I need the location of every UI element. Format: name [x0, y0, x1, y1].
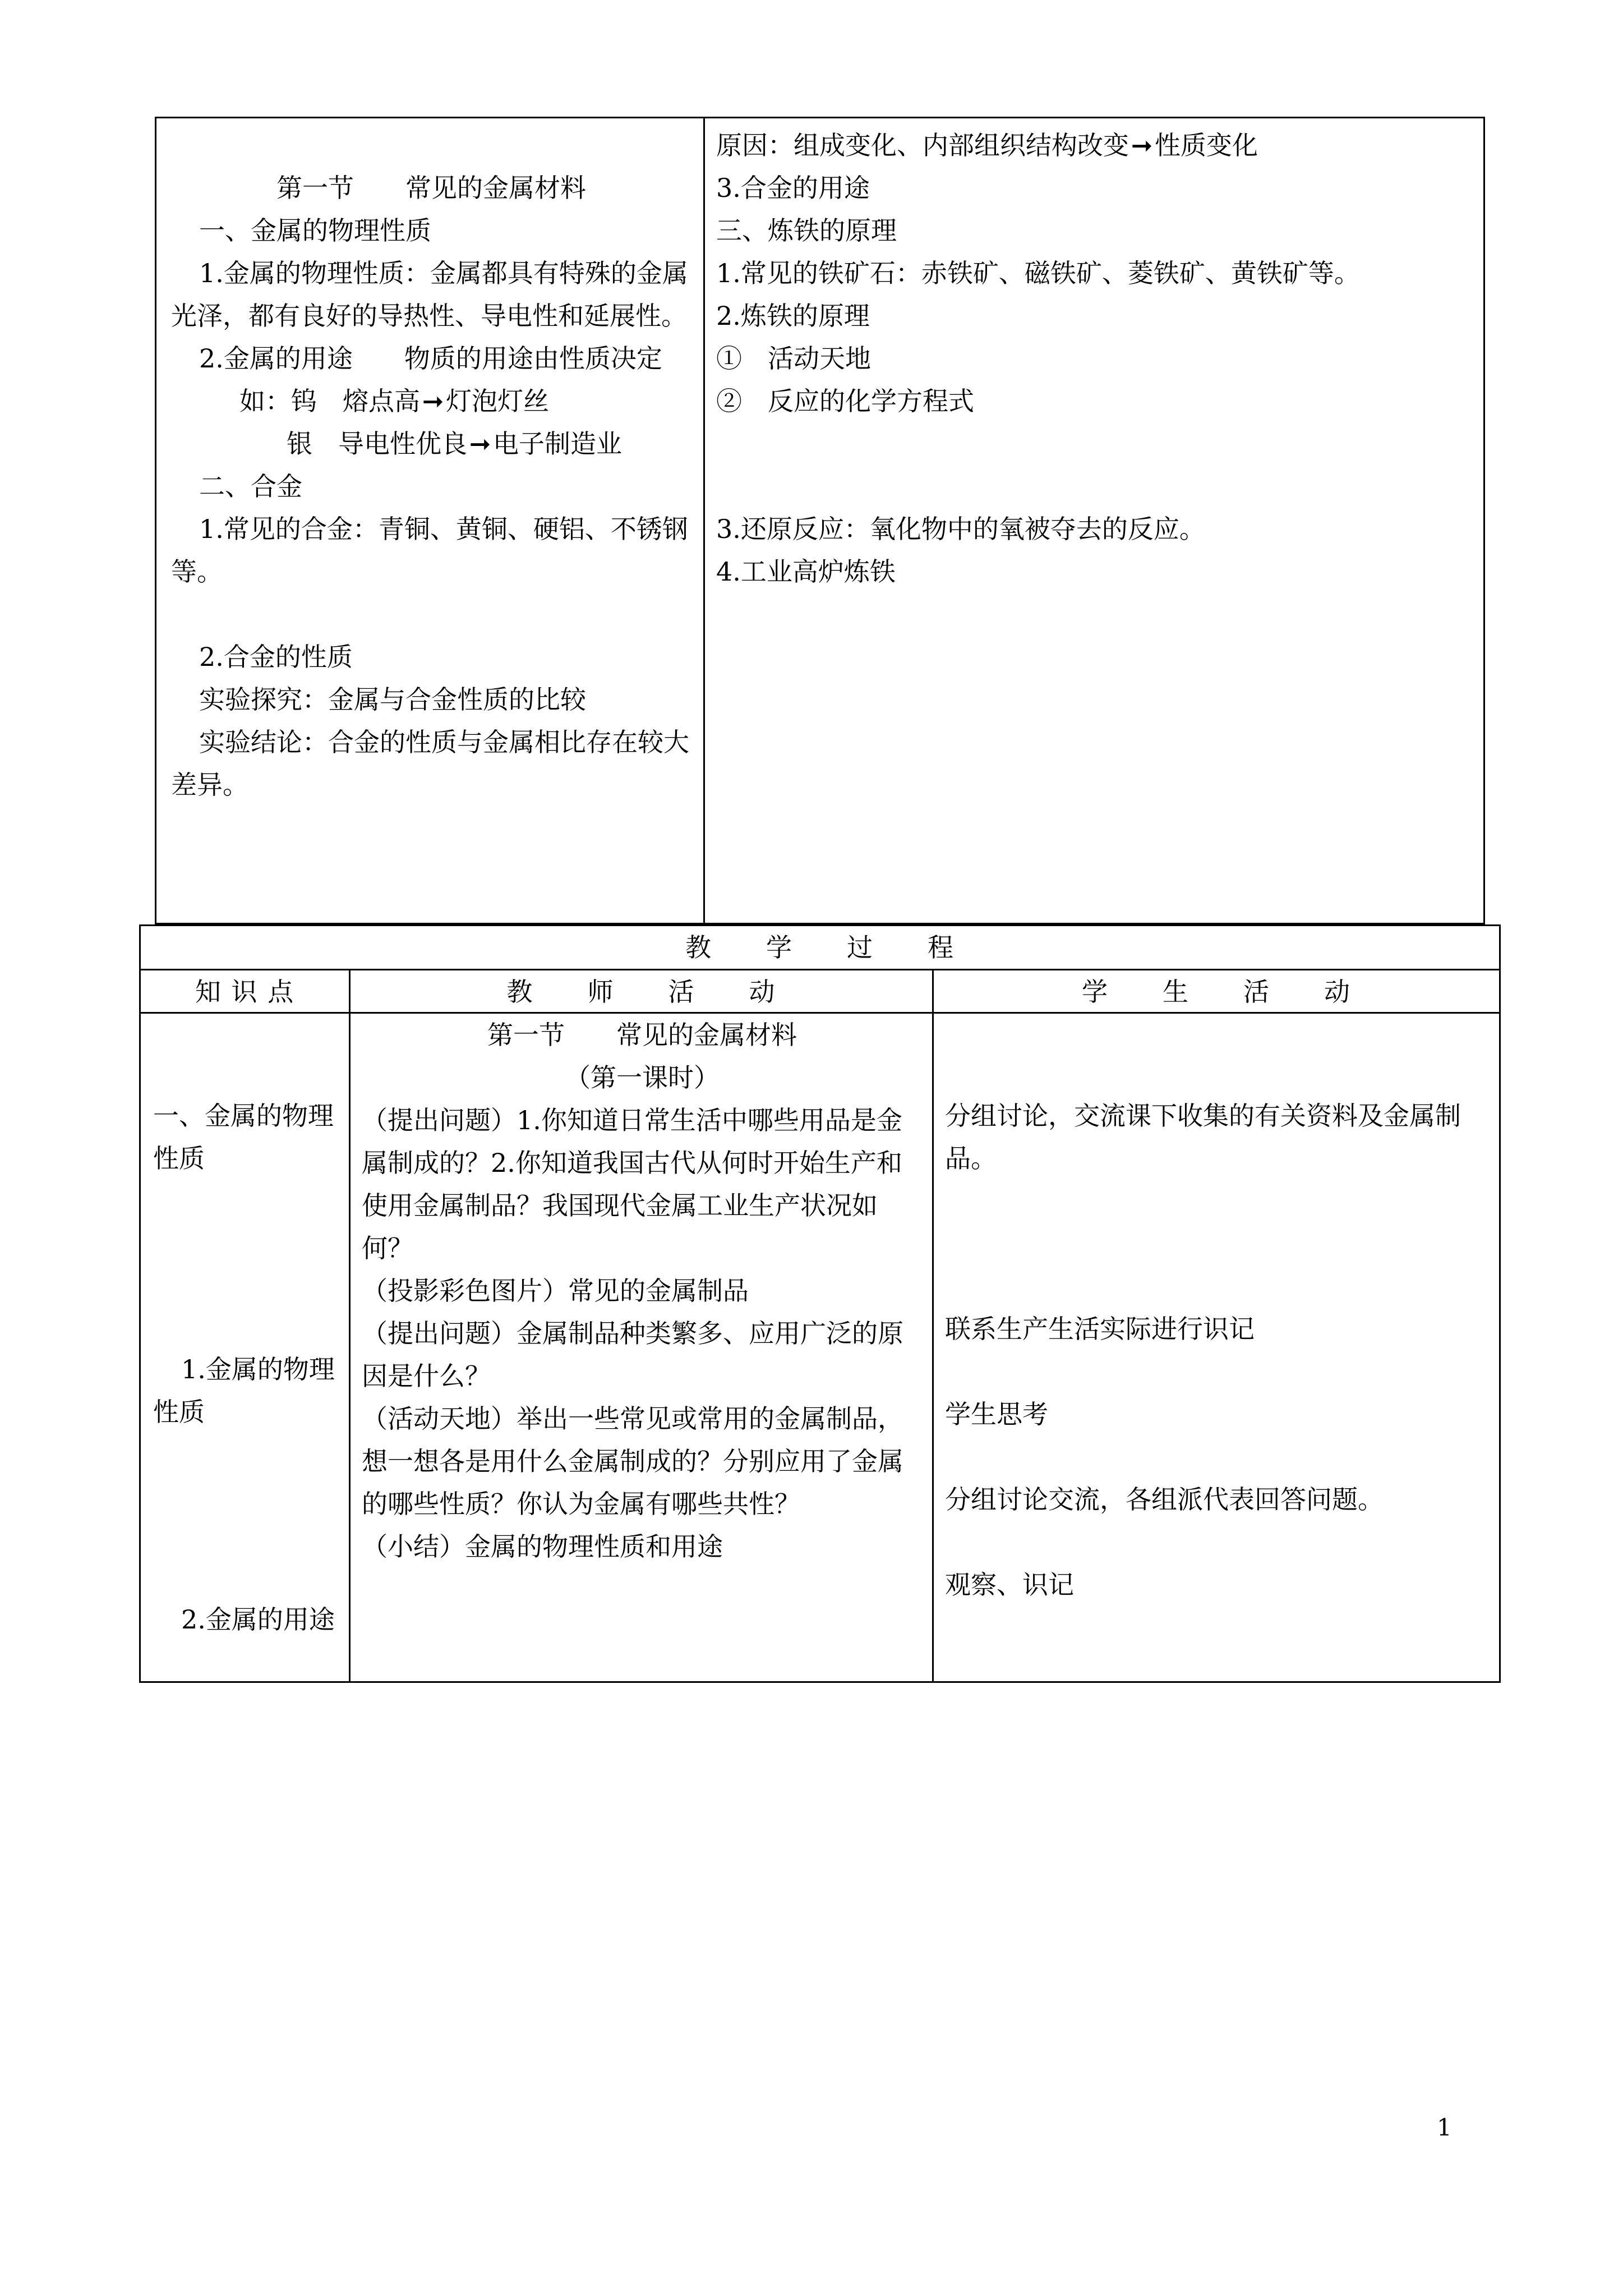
student-activity: 学生思考: [945, 1399, 1048, 1429]
lesson-title: 第一节 常见的金属材料: [487, 1020, 797, 1050]
knowledge-point: 一、金属的物理性质: [153, 1101, 334, 1174]
teaching-process-table: [139, 924, 1501, 1683]
heading-alloy: 二、合金: [199, 471, 302, 501]
teacher-activity: （活动天地）举出一些常见或常用的金属制品，想一想各是用什么金属制成的？分别应用了金属的哪些性质？你认为金属有哪些共性？: [362, 1404, 903, 1519]
reason-text: [716, 124, 1479, 167]
student-activity: 分组讨论交流，各组派代表回答问题。: [945, 1484, 1384, 1515]
summary-left-column: [171, 124, 689, 806]
item-iron-ores: 1.常见的铁矿石：赤铁矿、磁铁矿、菱铁矿、黄铁矿等。: [716, 258, 1360, 288]
item-blast-furnace: 4.工业高炉炼铁: [716, 556, 896, 587]
reason-result: 性质变化: [1155, 130, 1258, 160]
sub-item-equation: ② 反应的化学方程式: [716, 386, 974, 416]
item-reduction: 3.还原反应：氧化物中的氧被夺去的反应。: [716, 514, 1205, 544]
heading-iron-smelting: 三、炼铁的原理: [716, 215, 897, 246]
header-teacher: 教 师 活 动: [506, 977, 776, 1007]
reason-label: 原因：组成变化、内部组织结构改变: [716, 130, 1129, 160]
page-number: 1: [1437, 2114, 1452, 2141]
item-alloy-uses: 3.合金的用途: [716, 173, 870, 203]
arrow-right-icon: ➞: [469, 429, 491, 459]
header-student: 学 生 活 动: [1082, 977, 1351, 1007]
example-tungsten-result: 灯泡灯丝: [446, 386, 549, 416]
item-uses: 2.金属的用途 物质的用途由性质决定: [199, 343, 662, 374]
item-physical-properties: 1.金属的物理性质：金属都具有特殊的金属光泽，都有良好的导热性、导电性和延展性。: [171, 258, 688, 331]
knowledge-point: 1.金属的物理性质: [153, 1354, 335, 1427]
example-tungsten-text: 如：钨 熔点高: [239, 386, 420, 416]
summary-right-column: [716, 124, 1479, 593]
sub-item-activity: ① 活动天地: [716, 343, 871, 374]
example-silver-result: 电子制造业: [493, 429, 622, 459]
arrow-right-icon: ➞: [1131, 130, 1153, 160]
item-common-alloys: 1.常见的合金：青铜、黄铜、硬铝、不锈钢等。: [171, 514, 688, 587]
teacher-question-1: （提出问题）1.你知道日常生活中哪些用品是金属制成的？2.你知道我国古代从何时开始生产和使用金属制品？我国现代金属工业生产状况如何？: [362, 1105, 902, 1263]
student-activity: 联系生产生活实际进行识记: [945, 1314, 1255, 1344]
teacher-activities: [362, 1014, 923, 1568]
conclusion-text: 实验结论：合金的性质与金属相比存在较大差异。: [171, 727, 689, 800]
lesson-subtitle: （第一课时）: [565, 1062, 720, 1093]
item-alloy-properties: 2.合金的性质: [199, 642, 353, 672]
table-title: 教 学 过 程: [685, 932, 955, 963]
section-title: 第一节 常见的金属材料: [276, 173, 586, 203]
header-knowledge: 知 识 点: [195, 977, 295, 1007]
item-smelting-principle: 2.炼铁的原理: [716, 301, 870, 331]
knowledge-point: 2.金属的用途: [181, 1604, 335, 1635]
arrow-right-icon: ➞: [422, 386, 444, 416]
summary-table: [155, 117, 1485, 924]
teacher-summary: （小结）金属的物理性质和用途: [362, 1531, 723, 1562]
heading-physical-properties: 一、金属的物理性质: [199, 215, 431, 246]
example-tungsten: [171, 380, 689, 422]
column-divider: [932, 970, 934, 1681]
student-activity: 观察、识记: [945, 1570, 1074, 1600]
example-silver: [171, 422, 689, 465]
teacher-projection: （投影彩色图片）常见的金属制品: [362, 1276, 749, 1306]
column-divider: [703, 118, 705, 923]
example-silver-text: 银 导电性优良: [287, 429, 467, 459]
teacher-question-2: （提出问题）金属制品种类繁多、应用广泛的原因是什么？: [362, 1318, 903, 1391]
column-divider: [349, 970, 351, 1681]
student-activity: 分组讨论，交流课下收集的有关资料及金属制品。: [945, 1101, 1461, 1174]
experiment-text: 实验探究：金属与合金性质的比较: [199, 684, 586, 715]
